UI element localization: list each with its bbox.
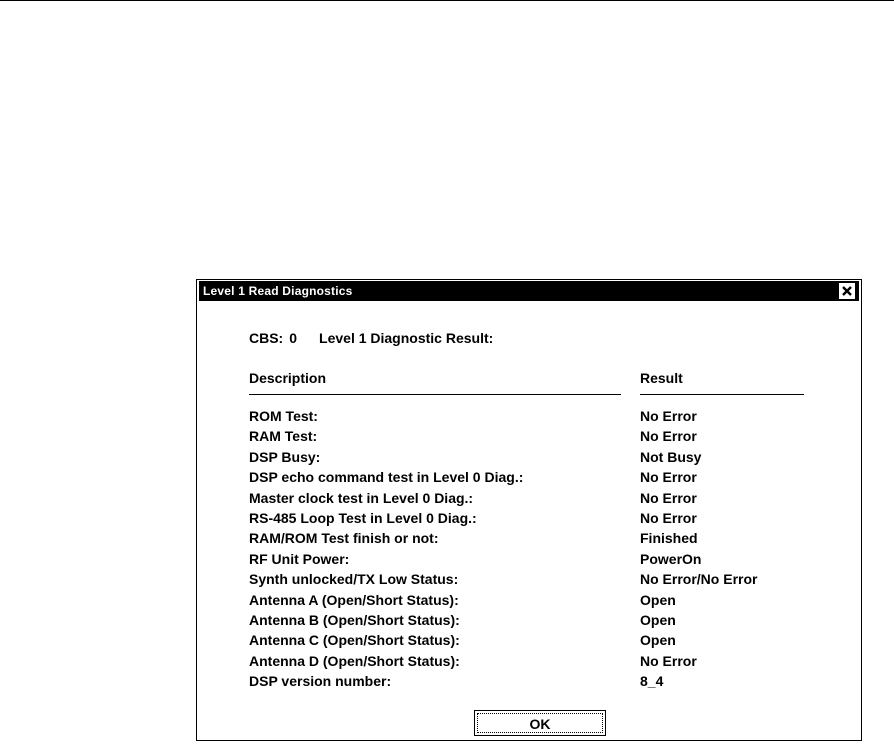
cbs-value: 0: [289, 330, 298, 346]
row-description: RS-485 Loop Test in Level 0 Diag.:: [249, 509, 477, 526]
ok-button[interactable]: [474, 710, 606, 736]
row-result: PowerOn: [640, 550, 702, 567]
ok-button-label: OK: [477, 713, 603, 733]
row-result: No Error: [640, 509, 697, 526]
row-result: Open: [640, 611, 676, 628]
close-icon: [840, 284, 854, 298]
table-row: [197, 592, 861, 612]
table-row: [197, 612, 861, 632]
row-description: Antenna C (Open/Short Status):: [249, 632, 460, 649]
row-result: Not Busy: [640, 448, 702, 465]
table-row: [197, 449, 861, 469]
table-row: [197, 632, 861, 652]
row-result: Open: [640, 632, 676, 649]
row-description: Master clock test in Level 0 Diag.:: [249, 489, 474, 506]
row-description: Synth unlocked/TX Low Status:: [249, 571, 459, 588]
cbs-label: CBS:: [249, 330, 284, 346]
result-heading: Level 1 Diagnostic Result:: [319, 330, 494, 346]
dialog-title: Level 1 Read Diagnostics: [203, 284, 353, 298]
diagnostics-dialog: [196, 279, 862, 741]
row-result: 8_4: [640, 673, 664, 690]
diagnostic-header: [249, 330, 493, 346]
row-result: No Error: [640, 652, 697, 669]
table-row: [197, 428, 861, 448]
row-description: RAM/ROM Test finish or not:: [249, 530, 439, 547]
row-result: Finished: [640, 530, 698, 547]
page-top-rule: [0, 0, 894, 1]
table-row: [197, 490, 861, 510]
row-result: No Error/No Error: [640, 571, 758, 588]
row-result: No Error: [640, 469, 697, 486]
description-underline: [249, 394, 621, 395]
row-description: Antenna B (Open/Short Status):: [249, 611, 460, 628]
row-result: Open: [640, 591, 676, 608]
table-row: [197, 673, 861, 693]
table-row: [197, 530, 861, 550]
close-button[interactable]: [839, 283, 855, 299]
dialog-titlebar[interactable]: [199, 281, 859, 301]
table-row: [197, 551, 861, 571]
row-description: Antenna A (Open/Short Status):: [249, 591, 459, 608]
table-row: [197, 408, 861, 428]
row-result: No Error: [640, 489, 697, 506]
row-description: DSP version number:: [249, 673, 392, 690]
column-header-result: Result: [640, 370, 683, 386]
diagnostic-results-list: [197, 408, 861, 693]
row-description: DSP Busy:: [249, 448, 321, 465]
row-description: RAM Test:: [249, 428, 318, 445]
dialog-body: [197, 302, 861, 740]
table-row: [197, 571, 861, 591]
row-result: No Error: [640, 428, 697, 445]
row-description: DSP echo command test in Level 0 Diag.:: [249, 469, 524, 486]
row-description: RF Unit Power:: [249, 550, 350, 567]
row-description: ROM Test:: [249, 408, 318, 424]
row-result: No Error: [640, 408, 697, 424]
table-row: [197, 510, 861, 530]
row-description: Antenna D (Open/Short Status):: [249, 652, 460, 669]
table-row: [197, 653, 861, 673]
column-header-description: Description: [249, 370, 327, 386]
result-underline: [640, 394, 804, 395]
table-row: [197, 469, 861, 489]
